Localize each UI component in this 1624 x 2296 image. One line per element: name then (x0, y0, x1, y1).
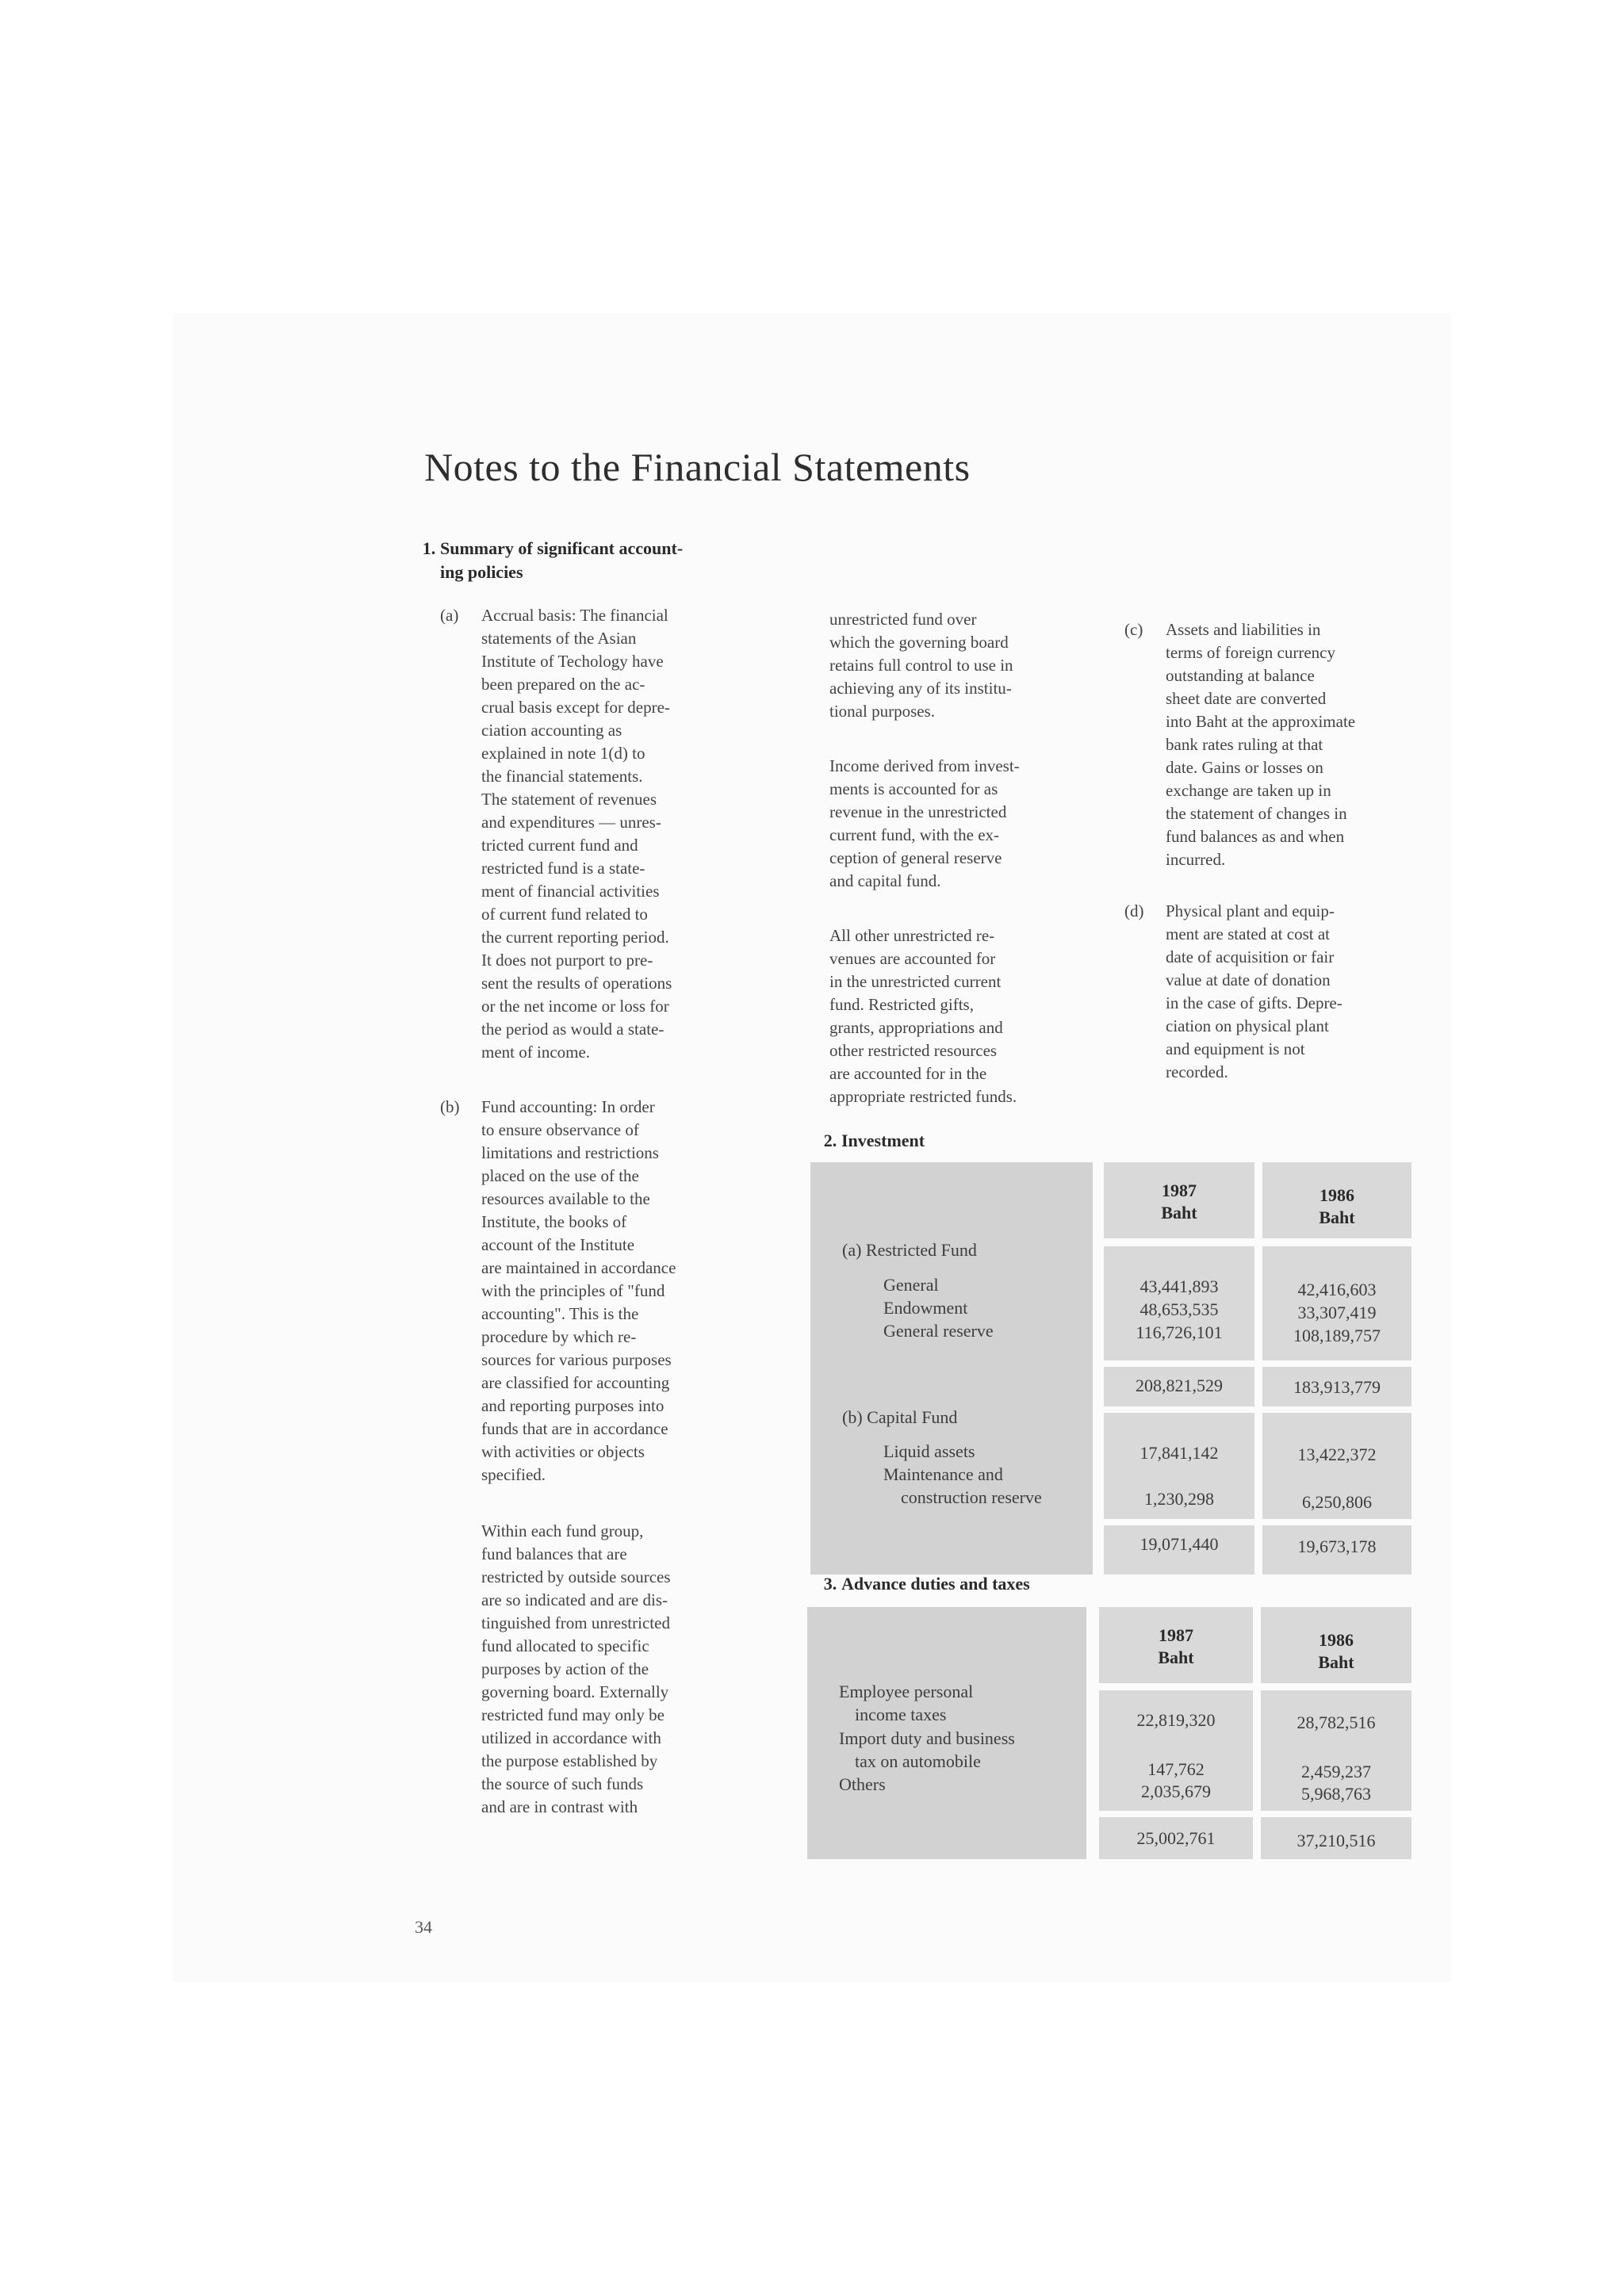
investment-b-maint-1986: 6,250,806 (1302, 1492, 1372, 1512)
investment-b-title: (b) Capital Fund (842, 1407, 958, 1427)
investment-a-value-1986: 33,307,419 (1297, 1303, 1377, 1322)
investment-label-column (810, 1162, 1093, 1575)
text-line: crual basis except for depre- (481, 698, 670, 717)
text-line: sent the results of operations (481, 974, 672, 993)
investment-a-value-1987: 43,441,893 (1139, 1276, 1219, 1296)
advance-row1-label-1: Employee personal (839, 1682, 974, 1701)
text-line: the source of such funds (481, 1774, 644, 1793)
col2-paragraph-2-text (829, 755, 1091, 893)
investment-a-total-1987: 208,821,529 (1136, 1376, 1223, 1395)
investment-a-title: (a) Restricted Fund (842, 1240, 977, 1260)
text-line: value at date of donation (1166, 970, 1331, 989)
investment-b-liquid-1987: 17,841,142 (1139, 1443, 1219, 1463)
note-1d-marker: (d) (1124, 901, 1144, 920)
advance-header-1987-year: 1987 (1159, 1625, 1193, 1645)
section2-heading-text: Investment (841, 1131, 925, 1150)
advance-row3-label: Others (839, 1774, 886, 1794)
text-line: accounting". This is the (481, 1304, 639, 1323)
text-line: placed on the use of the (481, 1166, 639, 1185)
note-1b-text (481, 1096, 743, 1487)
investment-a-row-label: Endowment (883, 1298, 968, 1318)
note-1c-text (1166, 618, 1451, 871)
text-line: restricted fund is a state- (481, 859, 645, 878)
text-line: Institute, the books of (481, 1212, 627, 1231)
text-line: sheet date are converted (1166, 689, 1327, 708)
investment-b-liquid-label: Liquid assets (883, 1441, 975, 1461)
text-line: explained in note 1(d) to (481, 744, 645, 763)
section2-number: 2. (823, 1131, 837, 1150)
text-line: and capital fund. (829, 871, 941, 890)
text-line: the period as would a state- (481, 1020, 665, 1039)
text-line: fund balances that are (481, 1544, 627, 1563)
advance-row3-1986: 5,968,763 (1301, 1784, 1371, 1804)
advance-row1-label-2: income taxes (855, 1705, 947, 1724)
text-line: All other unrestricted re- (829, 926, 995, 945)
note-1b-marker: (b) (440, 1097, 460, 1116)
text-line: revenue in the unrestricted (829, 802, 1007, 821)
text-line: ception of general reserve (829, 848, 1002, 867)
section1-number: 1. (422, 538, 436, 558)
text-line: current fund, with the ex- (829, 825, 1000, 844)
text-line: achieving any of its institu- (829, 679, 1012, 698)
text-line: recorded. (1166, 1062, 1228, 1081)
text-line: account of the Institute (481, 1235, 635, 1254)
text-line: and reporting purposes into (481, 1396, 665, 1415)
advance-header-1986 (1261, 1607, 1411, 1683)
investment-header-1987-unit: Baht (1161, 1203, 1197, 1223)
text-line: tional purposes. (829, 702, 935, 721)
text-line: resources available to the (481, 1189, 650, 1208)
investment-header-1986-unit: Baht (1319, 1207, 1355, 1227)
note-1b (440, 1096, 743, 1487)
investment-b-liquid-1986: 13,422,372 (1297, 1445, 1377, 1464)
text-line: utilized in accordance with (481, 1728, 661, 1747)
text-line: Assets and liabilities in (1166, 620, 1321, 639)
text-line: are accounted for in the (829, 1064, 987, 1083)
col2-paragraph-2 (829, 755, 1091, 893)
investment-a-row-label: General (883, 1275, 939, 1295)
investment-a-value-1987: 116,726,101 (1136, 1322, 1223, 1342)
text-line: the current reporting period. (481, 928, 669, 947)
text-line: funds that are in accordance (481, 1419, 668, 1438)
note-1c-marker: (c) (1124, 620, 1143, 639)
text-line: The statement of revenues (481, 790, 657, 809)
investment-b-total-1986: 19,673,178 (1297, 1536, 1377, 1556)
advance-row1-1987: 22,819,320 (1136, 1710, 1216, 1730)
text-line: are classified for accounting (481, 1373, 670, 1392)
text-line: restricted by outside sources (481, 1567, 671, 1586)
text-line: limitations and restrictions (481, 1143, 659, 1162)
text-line: terms of foreign currency (1166, 643, 1335, 662)
advance-row2-label-1: Import duty and business (839, 1728, 1015, 1748)
text-line: the financial statements. (481, 767, 643, 786)
text-line: outstanding at balance (1166, 666, 1315, 685)
text-line: ciation on physical plant (1166, 1016, 1329, 1035)
section3-heading (819, 1572, 1030, 1596)
page-number: 34 (415, 1917, 432, 1937)
col2-paragraph-3-text (829, 924, 1099, 1108)
section1-heading (418, 537, 751, 584)
note-1c (1124, 618, 1451, 871)
advance-header-1986-year: 1986 (1319, 1630, 1354, 1650)
section2-heading (819, 1129, 925, 1153)
text-line: the purpose established by (481, 1751, 658, 1770)
text-line: ment of income. (481, 1043, 591, 1062)
text-line: are maintained in accordance (481, 1258, 676, 1277)
text-line: to ensure observance of (481, 1120, 639, 1139)
text-line: appropriate restricted funds. (829, 1087, 1017, 1106)
text-line: restricted fund may only be (481, 1705, 665, 1724)
text-line: into Baht at the approximate (1166, 712, 1356, 731)
text-line: ment are stated at cost at (1166, 924, 1330, 943)
note-1d (1124, 900, 1427, 1084)
investment-header-1986 (1262, 1162, 1411, 1238)
text-line: in the unrestricted current (829, 972, 1002, 991)
text-line: date of acquisition or fair (1166, 947, 1335, 966)
advance-header-1987-unit: Baht (1158, 1647, 1194, 1667)
text-line: Physical plant and equip- (1166, 901, 1335, 920)
text-line: purposes by action of the (481, 1659, 649, 1678)
text-line: procedure by which re- (481, 1327, 637, 1346)
page-title: Notes to the Financial Statements (424, 445, 971, 489)
investment-b-maint-1987: 1,230,298 (1144, 1489, 1214, 1509)
text-line: of current fund related to (481, 905, 648, 924)
col2-paragraph-1-text (829, 608, 1091, 723)
note-1a-marker: (a) (440, 606, 459, 625)
note-1b-continued (481, 1520, 743, 1819)
advance-header-1987 (1099, 1607, 1253, 1683)
text-line: in the case of gifts. Depre- (1166, 993, 1342, 1012)
text-line: grants, appropriations and (829, 1018, 1003, 1037)
note-1a (440, 604, 743, 1064)
text-line: with the principles of "fund (481, 1281, 665, 1300)
text-line: ciation accounting as (481, 721, 622, 740)
text-line: It does not purport to pre- (481, 951, 653, 970)
text-line: venues are accounted for (829, 949, 996, 968)
advance-total-1987: 25,002,761 (1136, 1828, 1216, 1848)
advance-row3-1987: 2,035,679 (1141, 1781, 1211, 1801)
text-line: tricted current fund and (481, 836, 638, 855)
text-line: and equipment is not (1166, 1039, 1305, 1058)
text-line: Institute of Techology have (481, 652, 664, 671)
col2-paragraph-3 (829, 924, 1099, 1108)
text-line: governing board. Externally (481, 1682, 669, 1701)
text-line: exchange are taken up in (1166, 781, 1331, 800)
text-line: tinguished from unrestricted (481, 1613, 670, 1632)
advance-row1-1986: 28,782,516 (1297, 1712, 1376, 1732)
investment-b-maint-label-1: Maintenance and (883, 1464, 1003, 1484)
section3-heading-text: Advance duties and taxes (841, 1574, 1030, 1594)
advance-total-1986: 37,210,516 (1297, 1831, 1376, 1850)
text-line: with activities or objects (481, 1442, 645, 1461)
advance-row2-label-2: tax on automobile (855, 1751, 981, 1771)
text-line: unrestricted fund over (829, 610, 977, 629)
note-1a-text (481, 604, 743, 1064)
investment-b-maint-label-2: construction reserve (901, 1487, 1042, 1507)
text-line: bank rates ruling at that (1166, 735, 1323, 754)
text-line: and are in contrast with (481, 1797, 638, 1816)
section1-heading-line1: Summary of significant account- (440, 538, 684, 558)
text-line: ment of financial activities (481, 882, 660, 901)
text-line: are so indicated and are dis- (481, 1590, 668, 1609)
text-line: other restricted resources (829, 1041, 998, 1060)
text-line: and expenditures — unres- (481, 813, 661, 832)
text-line: Within each fund group, (481, 1521, 644, 1540)
investment-a-row-label: General reserve (883, 1321, 994, 1341)
text-line: statements of the Asian (481, 629, 637, 648)
text-line: retains full control to use in (829, 656, 1013, 675)
text-line: which the governing board (829, 633, 1009, 652)
text-line: fund. Restricted gifts, (829, 995, 974, 1014)
text-line: fund allocated to specific (481, 1636, 649, 1655)
text-line: been prepared on the ac- (481, 675, 645, 694)
advance-header-1986-unit: Baht (1318, 1652, 1354, 1672)
section1-heading-line2: ing policies (440, 562, 523, 582)
text-line: Accrual basis: The financial (481, 606, 668, 625)
text-line: Fund accounting: In order (481, 1097, 655, 1116)
text-line: incurred. (1166, 850, 1226, 869)
text-line: ments is accounted for as (829, 779, 998, 798)
note-1d-text (1166, 900, 1427, 1084)
col2-paragraph-1 (829, 608, 1091, 723)
advance-row2-1986: 2,459,237 (1301, 1762, 1371, 1781)
text-line: or the net income or loss for (481, 997, 669, 1016)
investment-header-1987 (1104, 1162, 1254, 1238)
text-line: sources for various purposes (481, 1350, 672, 1369)
text-line: specified. (481, 1465, 546, 1484)
section3-number: 3. (823, 1574, 837, 1594)
investment-b-total-1987: 19,071,440 (1139, 1534, 1219, 1554)
text-line: fund balances as and when (1166, 827, 1345, 846)
investment-a-value-1987: 48,653,535 (1139, 1299, 1219, 1319)
text-line: the statement of changes in (1166, 804, 1347, 823)
investment-a-total-1986: 183,913,779 (1293, 1377, 1381, 1397)
investment-header-1986-year: 1986 (1320, 1185, 1354, 1205)
investment-header-1987-year: 1987 (1162, 1181, 1197, 1200)
investment-a-value-1986: 108,189,757 (1293, 1326, 1381, 1345)
text-line: date. Gains or losses on (1166, 758, 1323, 777)
note-1b-continued-text (481, 1520, 743, 1819)
investment-a-value-1986: 42,416,603 (1297, 1280, 1377, 1299)
text-line: Income derived from invest- (829, 756, 1020, 775)
advance-row2-1987: 147,762 (1147, 1759, 1205, 1779)
